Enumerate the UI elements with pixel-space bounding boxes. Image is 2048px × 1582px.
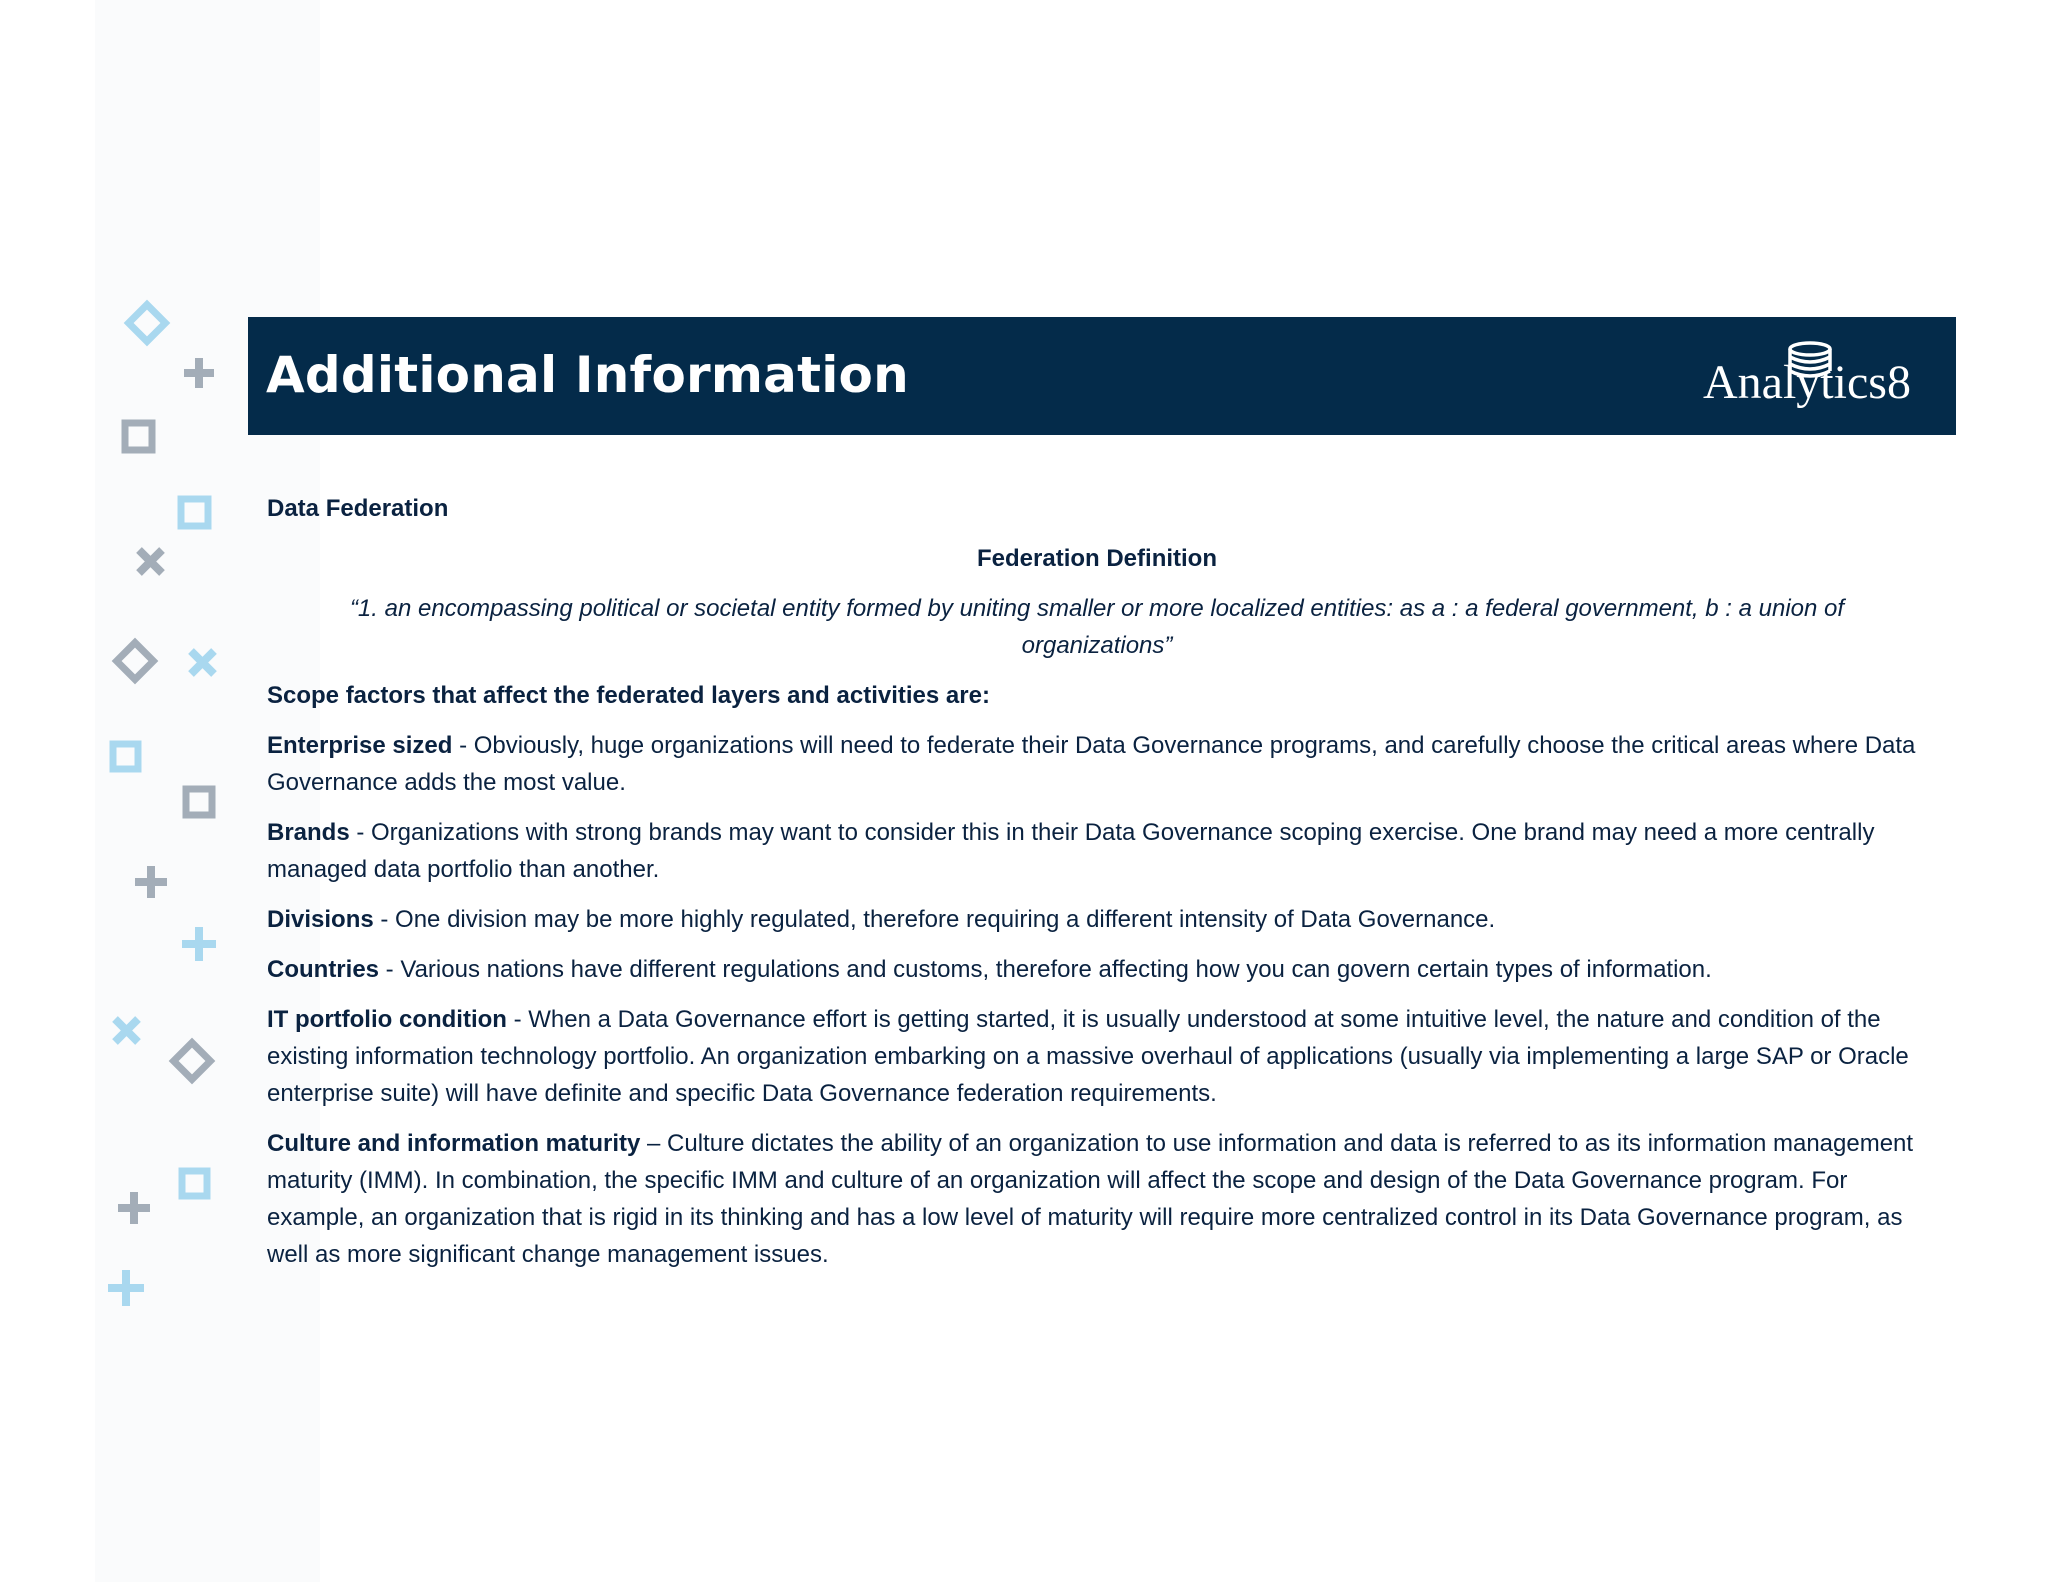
definition-quote: “1. an encompassing political or societal entity formed by uniting smaller or more localized entities: as a : a federal government, b : a union of organizations” [349, 595, 1845, 659]
analytics8-logo [1703, 341, 1918, 421]
factor-paragraph [267, 901, 1927, 938]
factor-text: - When a Data Governance effort is getting started, it is usually understood at some intuitive level, the nature and condition of the existing information technology portfolio. An organization embarking on a massive overhaul of applications (usually via implementing a large SAP or Oracle enterprise suite) will have definite and specific Data Governance federation requirements. [267, 1006, 1909, 1107]
header-bar [248, 317, 1956, 435]
main-content [267, 490, 1927, 1286]
factor-paragraph [267, 727, 1927, 801]
plus-icon [182, 927, 216, 961]
logo-text: Analytics8 [1703, 356, 1911, 409]
section-title: Data Federation [267, 495, 449, 522]
diamond-icon [129, 305, 166, 342]
factor-text: - One division may be more highly regulated, therefore requiring a different intensity of Data Governance. [373, 906, 1496, 933]
diamond-icon [117, 643, 154, 680]
factor-text: - Organizations with strong brands may want to consider this in their Data Governance scoping exercise. One brand may need a more centrally managed data portfolio than another. [267, 819, 1875, 883]
factor-term: Divisions [267, 906, 374, 933]
square-icon [186, 789, 212, 815]
factor-paragraph [267, 1125, 1927, 1273]
x-icon [139, 550, 162, 573]
factor-text: – Culture dictates the ability of an organization to use information and data is referred to as its information management maturity (IMM). In combination, the specific IMM and culture of an organization will affect the scope and design of the Data Governance program. For example, an organization that is rigid in its thinking and has a low level of maturity will require more centralized control in its Data Governance program, as well as more significant change management issues. [267, 1130, 1914, 1268]
plus-icon [184, 358, 214, 388]
square-icon [125, 423, 152, 450]
square-icon [181, 499, 208, 526]
square-icon [113, 744, 138, 769]
page-title: Additional Information [266, 346, 909, 404]
factor-term: IT portfolio condition [267, 1006, 507, 1033]
factor-text: - Various nations have different regulations and customs, therefore affecting how you can govern certain types of information. [379, 956, 1712, 983]
plus-icon [118, 1192, 150, 1224]
factor-term: Culture and information maturity [267, 1130, 641, 1157]
factor-text: - Obviously, huge organizations will need to federate their Data Governance programs, and carefully choose the critical areas where Data Governance adds the most value. [267, 732, 1916, 796]
square-icon [182, 1171, 207, 1196]
factor-paragraph [267, 1001, 1927, 1112]
definition-title: Federation Definition [977, 545, 1217, 572]
diamond-icon [174, 1043, 211, 1080]
x-icon [115, 1019, 138, 1042]
scope-heading: Scope factors that affect the federated layers and activities are: [267, 682, 990, 709]
factor-term: Countries [267, 956, 380, 983]
plus-icon [135, 866, 167, 898]
factor-paragraph [267, 814, 1927, 888]
factor-term: Enterprise sized [267, 732, 453, 759]
decorative-shapes [0, 0, 260, 1582]
factor-paragraph [267, 951, 1927, 988]
x-icon [191, 651, 214, 674]
plus-icon [108, 1270, 144, 1306]
factor-term: Brands [267, 819, 350, 846]
